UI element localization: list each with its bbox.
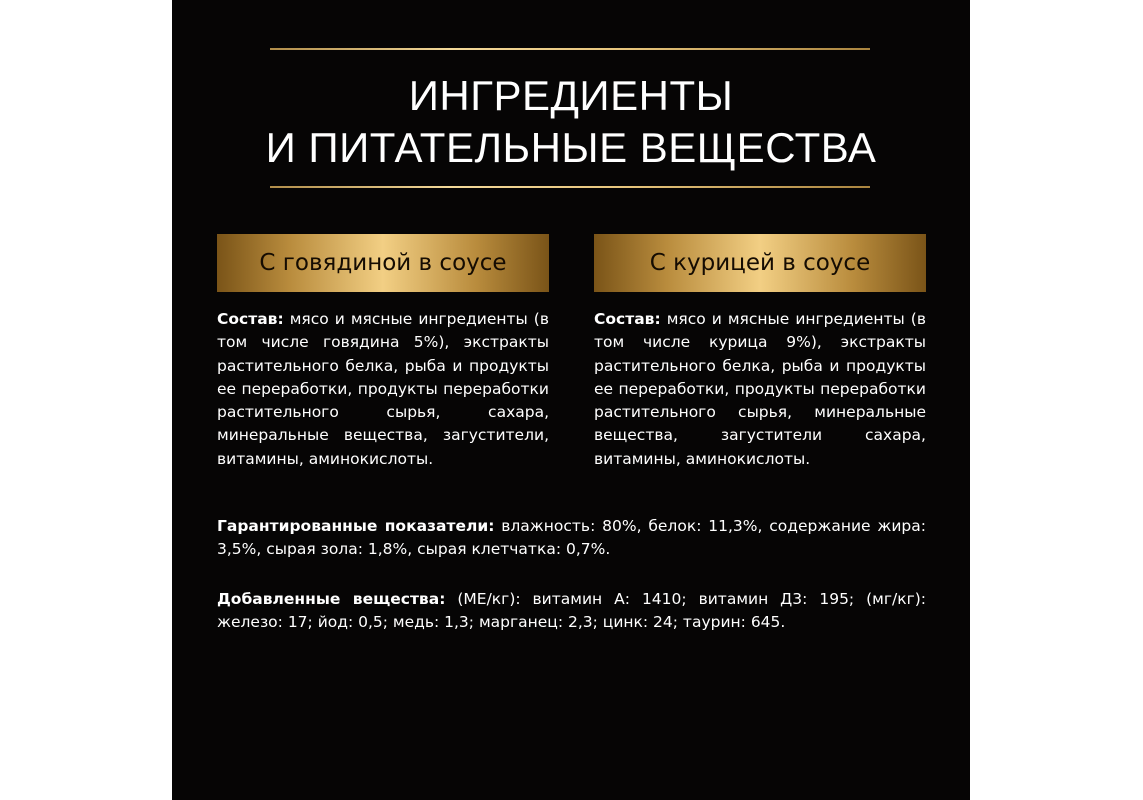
- tab-beef-in-sauce: [217, 234, 549, 292]
- guaranteed-heading: Гарантированные показатели:: [217, 517, 495, 535]
- composition-chicken: [594, 308, 926, 471]
- page-title: [172, 70, 970, 174]
- composition-beef: [217, 308, 549, 471]
- additives-heading: Добавленные вещества:: [217, 590, 446, 608]
- guaranteed-text: влажность: 80%, белок: 11,3%, содержание жира: 3,5%, сырая зола: 1,8%, сырая клетчатка: 0,7%.: [217, 517, 926, 559]
- tab-label: С говядиной в соусе: [259, 250, 507, 276]
- title-line-1: ИНГРЕДИЕНТЫ: [408, 72, 734, 119]
- title-line-2: И ПИТАТЕЛЬНЫЕ ВЕЩЕСТВА: [265, 124, 877, 171]
- tab-label: С курицей в соусе: [649, 250, 871, 276]
- top-gold-rule: [270, 48, 870, 50]
- composition-heading: Состав:: [594, 310, 661, 328]
- composition-heading: Состав:: [217, 310, 284, 328]
- additives-text: (МЕ/кг): витамин А: 1410; витамин Д3: 195; (мг/кг): железо: 17; йод: 0,5; медь: 1,3; марганец: 2,3; цинк: 24; таурин: 645.: [217, 590, 927, 632]
- composition-text: мясо и мясные ингредиенты (в том числе говядина 5%), экстракты растительного белка, рыба и продукты ее переработки, продукты переработки растительного сырья, сахара, минеральные вещества, загустители, витамины, аминокислоты.: [217, 310, 549, 468]
- bottom-gold-rule: [270, 186, 870, 188]
- guaranteed-analysis: [217, 515, 926, 562]
- tab-chicken-in-sauce: [594, 234, 926, 292]
- added-substances: [217, 588, 926, 635]
- composition-text: мясо и мясные ингредиенты (в том числе курица 9%), экстракты растительного белка, рыба и продукты ее переработки, продукты переработки растительного сырья, минеральные вещества, загустители сахара, витамины, аминокислоты.: [594, 310, 926, 468]
